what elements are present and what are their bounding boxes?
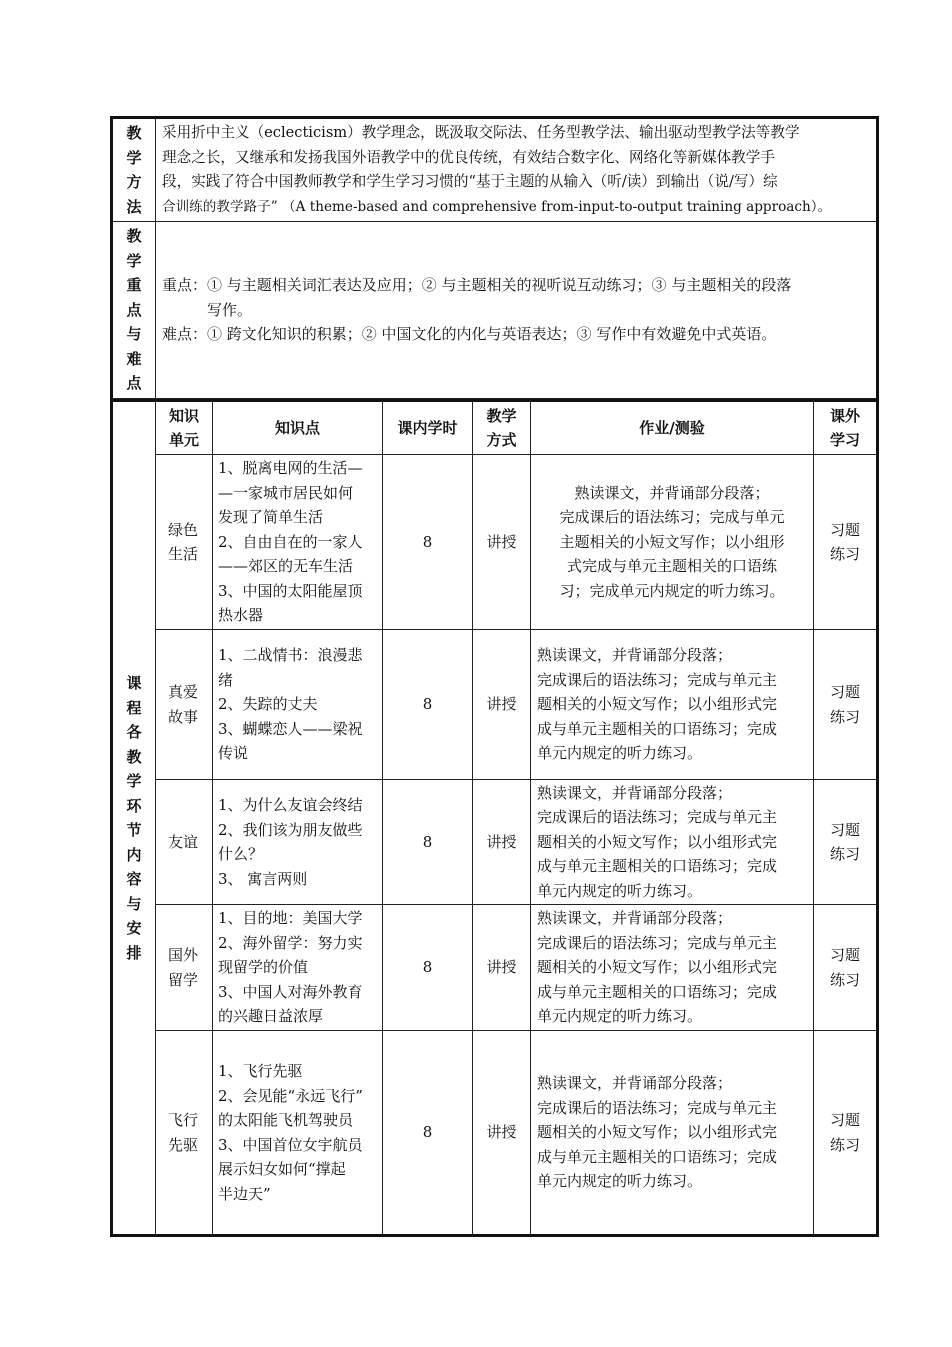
class-hours: 8	[383, 780, 473, 905]
unit-name-line: 国外	[168, 946, 199, 964]
homework-line: 熟读课文，并背诵部分段落；	[537, 909, 733, 928]
homework-line: 单元内规定的听力练习。	[537, 1007, 703, 1026]
unit-name-line: 生活	[168, 545, 199, 563]
point-line: 1、为什么友谊会终结	[218, 796, 363, 814]
difficulty-line	[162, 322, 870, 347]
teaching-method-header	[112, 118, 156, 222]
col-header-line: 单元	[168, 431, 199, 449]
teaching-method-row	[112, 118, 878, 222]
extra-study	[814, 1031, 878, 1236]
point-line: 发现了简单生活	[218, 508, 324, 527]
col-header-unit	[156, 401, 213, 455]
unit-name	[156, 1031, 213, 1236]
point-line: 什么？	[218, 845, 264, 863]
col-header-method	[473, 401, 531, 455]
header-char: 教	[126, 747, 142, 766]
header-char: 排	[126, 943, 142, 962]
point-line: 1、目的地：美国大学	[218, 909, 363, 928]
class-hours: 8	[383, 905, 473, 1031]
teaching-mode: 讲授	[473, 455, 531, 630]
homework-line: 成与单元主题相关的口语练习；完成	[537, 857, 778, 876]
col-header-line: 课外	[829, 406, 860, 425]
schedule-header-row	[112, 401, 878, 455]
class-hours: 8	[383, 1031, 473, 1236]
homework-line: 单元内规定的听力练习。	[537, 744, 703, 763]
col-header-points: 知识点	[213, 401, 383, 455]
header-char: 法	[126, 197, 142, 216]
teaching-mode: 讲授	[473, 905, 531, 1031]
table-row	[112, 455, 878, 630]
header-char: 方	[126, 173, 142, 191]
homework	[531, 630, 814, 780]
header-char: 各	[126, 723, 142, 741]
homework-line: 熟读课文，并背诵部分段落；	[574, 483, 770, 502]
extra-line: 习题	[829, 820, 860, 839]
point-line: 传说	[218, 744, 249, 763]
point-line: 3、蝴蝶恋人——梁祝	[218, 719, 363, 738]
point-line: 2、海外留学：努力实	[218, 933, 363, 952]
key-points-text	[156, 222, 878, 399]
teaching-mode: 讲授	[473, 630, 531, 780]
point-line: 3、中国的太阳能屋顶	[218, 581, 363, 600]
header-char: 学	[126, 772, 142, 790]
point-line: 热水器	[218, 606, 264, 625]
point-line: 绪	[218, 670, 234, 689]
unit-name	[156, 455, 213, 630]
point-line: 的太阳能飞机驾驶员	[218, 1111, 354, 1129]
method-line: 段，实践了符合中国教师教学和学生学习习惯的“基于主题的从输入（听/读）到输出（说/写）综	[162, 173, 778, 190]
header-char: 与	[126, 325, 142, 344]
homework-line: 完成课后的语法练习；完成与单元主	[537, 670, 778, 689]
point-line: 展示妇女如何“撑起	[218, 1160, 346, 1178]
method-line: 采用折中主义（eclecticism）教学理念，既汲取交际法、任务型教学法、输出驱动型教学法等教学	[162, 124, 800, 141]
header-char: 教	[126, 227, 142, 246]
extra-line: 习题	[829, 520, 860, 539]
homework-line: 完成课后的语法练习；完成与单元主	[537, 1098, 778, 1117]
teaching-method-text	[156, 118, 878, 222]
header-char: 容	[126, 870, 142, 888]
schedule-side-header	[112, 401, 156, 1236]
difficulty-text: ① 跨文化知识的积累；② 中国文化的内化与英语表达；③ 写作中有效避免中式英语。	[207, 325, 777, 344]
focus-label: 重点：	[162, 276, 208, 295]
header-char: 环	[126, 796, 142, 815]
extra-line: 练习	[829, 707, 860, 726]
homework-line: 式完成与单元主题相关的口语练	[566, 557, 777, 576]
homework-line: 题相关的小短文写作；以小组形式完	[537, 1123, 778, 1142]
point-line: 半边天”	[218, 1184, 271, 1203]
point-line: 2、我们该为朋友做些	[218, 820, 363, 839]
col-header-line: 方式	[486, 431, 517, 449]
class-hours: 8	[383, 630, 473, 780]
class-hours: 8	[383, 455, 473, 630]
homework-line: 题相关的小短文写作；以小组形式完	[537, 832, 778, 851]
unit-name-line: 故事	[168, 707, 199, 726]
col-header-hours: 课内学时	[383, 401, 473, 455]
point-line: 2、失踪的丈夫	[218, 695, 318, 714]
extra-study	[814, 455, 878, 630]
extra-line: 练习	[829, 845, 860, 863]
point-line: 3、中国首位女宇航员	[218, 1135, 363, 1154]
unit-name	[156, 780, 213, 905]
point-line: 1、二战情书：浪漫悲	[218, 646, 363, 665]
unit-name-line: 先驱	[168, 1135, 199, 1154]
homework	[531, 1031, 814, 1236]
header-char: 难	[126, 349, 142, 368]
extra-line: 练习	[829, 545, 860, 563]
header-char: 教	[126, 124, 142, 142]
focus-line	[162, 273, 870, 322]
homework-line: 完成课后的语法练习；完成与单元主	[537, 808, 778, 827]
focus-text-line: ① 与主题相关词汇表达及应用；② 与主题相关的视听说互动练习；③ 与主题相关的段落	[207, 276, 792, 295]
homework-line: 单元内规定的听力练习。	[537, 881, 703, 900]
syllabus-document	[110, 116, 876, 1237]
header-char: 节	[126, 821, 142, 839]
key-points-row	[112, 222, 878, 399]
unit-name-line: 友谊	[168, 832, 199, 851]
table-row	[112, 1031, 878, 1236]
unit-name	[156, 630, 213, 780]
focus-text	[207, 273, 870, 322]
knowledge-points	[213, 780, 383, 905]
course-schedule-table	[110, 399, 879, 1237]
col-header-homework: 作业/测验	[531, 401, 814, 455]
point-line: 3、中国人对海外教育	[218, 982, 363, 1001]
point-line: 1、脱离电网的生活—	[218, 459, 363, 478]
point-line: 1、飞行先驱	[218, 1062, 303, 1080]
unit-name	[156, 905, 213, 1031]
point-line: ——郊区的无车生活	[218, 557, 354, 576]
col-header-extra	[814, 401, 878, 455]
point-line: —一家城市居民如何	[218, 483, 354, 502]
homework-line: 完成课后的语法练习；完成与单元	[559, 508, 785, 527]
extra-line: 练习	[829, 1135, 860, 1154]
header-char: 内	[126, 845, 142, 864]
point-line: 的兴趣日益浓厚	[218, 1007, 324, 1026]
homework-line: 主题相关的小短文写作；以小组形	[559, 532, 785, 551]
homework	[531, 455, 814, 630]
knowledge-points	[213, 455, 383, 630]
unit-name-line: 绿色	[168, 520, 199, 539]
header-char: 点	[126, 300, 142, 319]
extra-line: 习题	[829, 683, 860, 701]
homework	[531, 780, 814, 905]
extra-line: 练习	[829, 970, 860, 989]
focus-text-line: 写作。	[207, 300, 253, 319]
table-row	[112, 630, 878, 780]
method-and-keypoints-table	[110, 116, 879, 399]
homework-line: 成与单元主题相关的口语练习；完成	[537, 982, 778, 1001]
point-line: 3、 寓言两则	[218, 869, 308, 888]
teaching-mode: 讲授	[473, 1031, 531, 1236]
homework-line: 熟读课文，并背诵部分段落；	[537, 1074, 733, 1093]
knowledge-points	[213, 1031, 383, 1236]
extra-line: 习题	[829, 946, 860, 964]
header-char: 重	[126, 276, 142, 295]
extra-study	[814, 630, 878, 780]
teaching-mode: 讲授	[473, 780, 531, 905]
col-header-line: 知识	[168, 406, 199, 425]
method-line: 理念之长，又继承和发扬我国外语教学中的优良传统，有效结合数字化、网络化等新媒体教学手	[162, 148, 775, 166]
header-char: 课	[126, 674, 142, 692]
homework	[531, 905, 814, 1031]
table-row	[112, 905, 878, 1031]
header-char: 学	[126, 251, 142, 270]
extra-study	[814, 780, 878, 905]
knowledge-points	[213, 905, 383, 1031]
col-header-line: 学习	[829, 431, 860, 449]
homework-line: 完成课后的语法练习；完成与单元主	[537, 933, 778, 952]
difficulty-label: 难点：	[162, 325, 208, 344]
point-line: 2、自由自在的一家人	[218, 532, 363, 551]
header-char: 程	[126, 698, 142, 717]
unit-name-line: 真爱	[168, 683, 199, 701]
homework-line: 成与单元主题相关的口语练习；完成	[537, 1147, 778, 1166]
header-char: 与	[126, 894, 142, 913]
col-header-line: 教学	[486, 406, 517, 425]
point-line: 2、会见能“永远飞行”	[218, 1086, 363, 1105]
homework-line: 成与单元主题相关的口语练习；完成	[537, 719, 778, 738]
homework-line: 熟读课文，并背诵部分段落；	[537, 646, 733, 665]
homework-line: 习；完成单元内规定的听力练习。	[559, 581, 785, 600]
unit-name-line: 飞行	[168, 1111, 199, 1129]
extra-study	[814, 905, 878, 1031]
key-points-header	[112, 222, 156, 399]
homework-line: 题相关的小短文写作；以小组形式完	[537, 695, 778, 714]
unit-name-line: 留学	[168, 970, 199, 989]
method-line: 合训练的教学路子” （A theme-based and comprehensive from-input-to-output training approach）。	[162, 198, 832, 215]
header-char: 安	[126, 919, 142, 937]
homework-line: 题相关的小短文写作；以小组形式完	[537, 958, 778, 977]
homework-line: 单元内规定的听力练习。	[537, 1172, 703, 1191]
table-row	[112, 780, 878, 905]
knowledge-points	[213, 630, 383, 780]
homework-line: 熟读课文，并背诵部分段落；	[537, 783, 733, 802]
header-char: 学	[126, 148, 142, 167]
header-char: 点	[126, 374, 142, 393]
extra-line: 习题	[829, 1111, 860, 1129]
point-line: 现留学的价值	[218, 958, 309, 977]
